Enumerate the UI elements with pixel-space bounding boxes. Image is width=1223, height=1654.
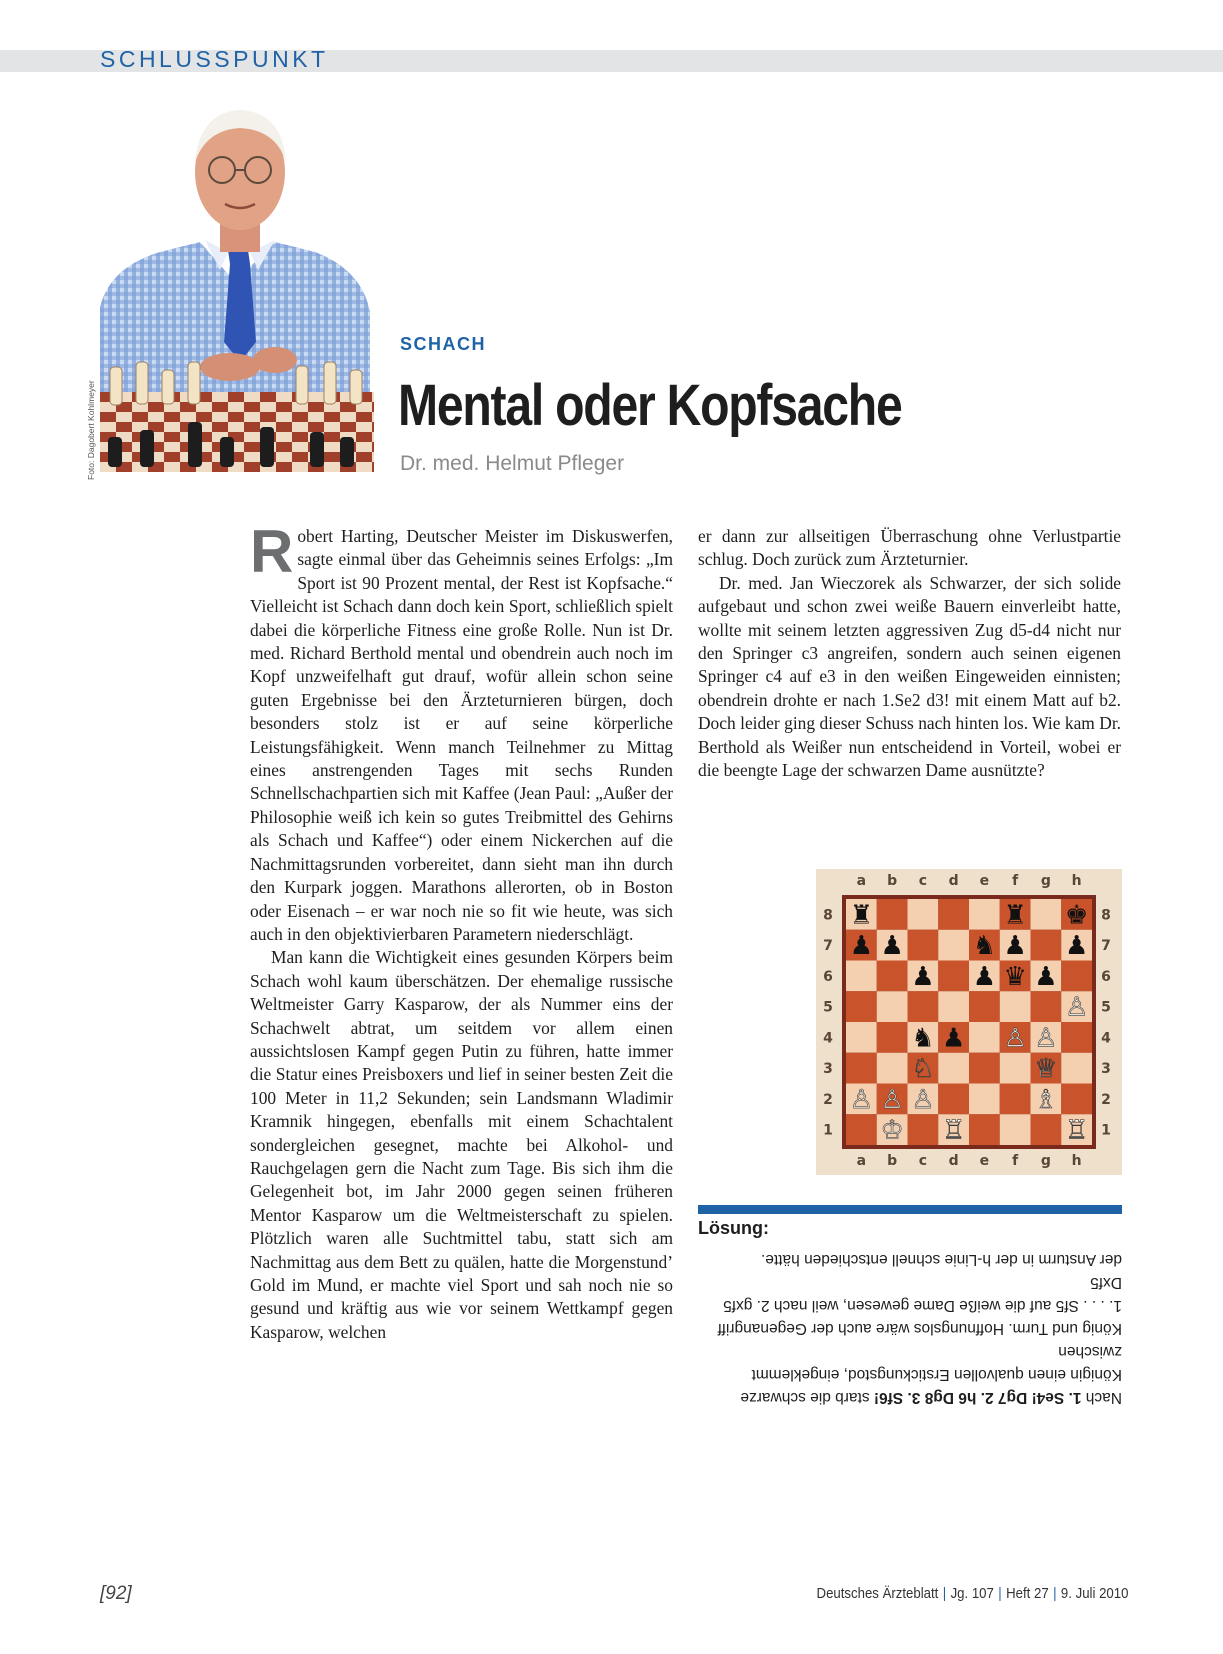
board-square: [908, 899, 939, 930]
chess-piece: ♕: [1034, 1054, 1058, 1085]
rank-label: 7: [823, 938, 833, 955]
board-square: [846, 991, 877, 1022]
board-square: [877, 899, 908, 930]
chess-piece: ♞: [972, 931, 997, 962]
rank-label: 4: [1101, 1030, 1111, 1047]
paragraph: Man kann die Wichtigkeit eines gesunden Körpers beim Schach wohl kaum überschätzen. Der ehemalige russische Weltmeister Garry Kasparow, der als Nummer eins der Schachwelt abtrat, um seitdem vor allem einen aussichtslosen Kampf gegen Putin zu führen, hatte immer die Statur eines Preisboxers und lief in seiner besten Zeit die 100 Meter in 11,2 Sekunden; sein Landsmann Wladimir Kramnik hingegen, ebenfalls mit einem Schachtalent sondergleichen gesegnet, machte bei Alkohol- und Rauchgelagen gern die Nacht zum Tage. Bis sich ihm die Gelegenheit bot, im Jahr 2000 gegen seinen früheren Mentor Kasparow um die Weltmeisterschaft zu spielen. Plötzlich waren alle Suchtmittel tabu, statt sich am Nachmittag aus dem Bett zu quälen, hatte die Morgenstund’ Gold im Mund, er machte viel Sport und sah noch nie so gesund und kräftig aus wie vor seinem Wettkampf gegen Kasparow, welchen: [250, 947, 673, 1342]
journal-footer: Deutsches Ärzteblatt | Jg. 107 | Heft 27 | 9. Juli 2010: [816, 1585, 1128, 1602]
chess-piece: ♗: [1034, 1084, 1058, 1115]
board-square: [1031, 1114, 1062, 1145]
board-square: [846, 1053, 877, 1084]
article-title: Mental oder Kopfsache: [398, 373, 902, 438]
photo-credit: Foto: Dagobert Kohlmeyer: [86, 380, 96, 480]
board-square: [1061, 1084, 1092, 1115]
board-square: [969, 1114, 1000, 1145]
paragraph: er dann zur allseitigen Überraschung ohne Verlustpartie schlug. Doch zurück zum Ärzteturnier.: [698, 526, 1121, 570]
journal-volume: Jg. 107: [950, 1585, 994, 1602]
chess-piece: ♜: [1003, 900, 1027, 931]
file-label: h: [1071, 1153, 1082, 1169]
article-column-2: [698, 525, 1121, 782]
board-square: [1061, 1022, 1092, 1053]
page-number: [92]: [100, 1583, 132, 1604]
solution-moves: 1. Se4! Dg7 2. h6 Dg8 3. Sf6!: [873, 1389, 1082, 1406]
board-square: [846, 1022, 877, 1053]
chess-piece: ♛: [1003, 961, 1027, 992]
solution-text-inverted: [698, 1248, 1122, 1409]
file-label: h: [1071, 873, 1082, 889]
rank-label: 1: [823, 1122, 833, 1139]
file-label: f: [1012, 1153, 1019, 1169]
board-square: [877, 1053, 908, 1084]
file-label: f: [1012, 873, 1019, 889]
board-square: [969, 1053, 1000, 1084]
file-label: b: [887, 1153, 898, 1169]
paragraph-text: obert Harting, Deutscher Meister im Diskuswerfen, sagte einmal über das Geheimnis seines Erfolgs: „Im Sport ist 90 Prozent mental, der Rest ist Kopfsache.“ Vielleicht ist Schach dann doch kein Sport, schließlich spielt dabei die körperliche Fitness eine große Rolle. Nun ist Dr. med. Richard Berthold mental und obendrein auch noch im Kopf unzweifelhaft gut drauf, wofür allein schon seine guten Ergebnisse bei den Ärzteturnieren bürgen, doch besonders stolz ist er auf seine körperliche Leistungsfähigkeit. Wenn manch Teilnehmer zu Mittag eines anstrengenden Tages mit sechs Runden Schnellschachpartien sich mit Kaffee (Jean Paul: „Außer der Philosophie weiß ich kein so gutes Treibmittel des Gehirns als Schach und Kaffee“) oder einem Nickerchen auf die Nachmittagsrunden vorbereitet, dann sieht man ihn durch den Kurpark joggen. Marathons allerorten, ob in Boston oder Eisenach – er war noch nie so fit wie heute, was sich auch in den objektivierbaren Parametern niederschlägt.: [250, 526, 673, 944]
solution-title: Lösung:: [698, 1218, 769, 1238]
chess-board: [816, 869, 1122, 1175]
section-label: SCHLUSSPUNKT: [100, 46, 329, 72]
board-square: [1031, 991, 1062, 1022]
board-square: [938, 1084, 969, 1115]
chess-piece: ♖: [941, 1115, 966, 1146]
chess-piece: ♞: [911, 1023, 935, 1054]
chess-piece: ♟: [1003, 931, 1027, 962]
board-square: [908, 1114, 939, 1145]
paragraph: Dr. med. Jan Wieczorek als Schwarzer, der sich solide aufgebaut und schon zwei weiße Bauern einverleibt hatte, wollte mit seinem letzten aggressiven Zug d5-d4 nicht nur den Springer c3 angreifen, sondern auch seinen eigenen Springer c4 auf e3 in den weißen Eingeweiden einnisten; obendrein drohte er nach 1.Se2 d3! mit einem Matt auf b2. Doch leider ging dieser Schuss nach hinten los. Wie kam Dr. Berthold als Weißer nun entscheidend in Vorteil, wobei er die beengte Lage der schwarzen Dame ausnützte?: [698, 572, 1121, 781]
file-label: a: [856, 1153, 867, 1169]
board-square: [877, 961, 908, 992]
journal-name: Deutsches Ärzteblatt: [816, 1585, 938, 1602]
solution-bar: [698, 1205, 1122, 1214]
rank-label: 1: [1101, 1122, 1111, 1139]
chess-diagram: [816, 869, 1122, 1175]
rank-label: 5: [1101, 999, 1111, 1016]
board-square: [938, 961, 969, 992]
board-square: [1000, 1084, 1031, 1115]
solution-line: König und Turm. Hoffnungslos wäre auch der Gegenangriff: [717, 1320, 1122, 1337]
rank-label: 3: [1101, 1061, 1111, 1078]
file-label: d: [948, 1153, 959, 1169]
chess-piece: ♙: [1003, 1023, 1027, 1054]
file-label: g: [1040, 1153, 1051, 1169]
chess-piece: ♙: [1064, 992, 1089, 1023]
rank-label: 8: [1101, 907, 1111, 924]
chess-piece: ♟: [1064, 931, 1089, 962]
rank-label: 3: [823, 1061, 833, 1078]
file-label: b: [887, 873, 898, 889]
chess-piece: ♔: [880, 1115, 904, 1146]
board-square: [969, 899, 1000, 930]
board-square: [1000, 991, 1031, 1022]
board-square: [908, 991, 939, 1022]
file-label: c: [918, 1153, 928, 1169]
rank-label: 5: [823, 999, 833, 1016]
board-square: [1000, 1114, 1031, 1145]
solution-line: Nach 1. Se4! Dg7 2. h6 Dg8 3. Sf6! starb die schwarze: [740, 1389, 1122, 1406]
solution-line: der Ansturm in der h-Linie schnell entschieden hätte.: [760, 1251, 1122, 1268]
board-square: [969, 991, 1000, 1022]
article-kicker: SCHACH: [400, 334, 487, 354]
board-square: [969, 1022, 1000, 1053]
file-label: e: [979, 873, 990, 889]
author-photo: [100, 92, 374, 472]
chess-piece: ♟: [941, 1023, 966, 1054]
board-square: [908, 930, 939, 961]
chess-piece: ♟: [880, 931, 904, 962]
board-square: [877, 1022, 908, 1053]
rank-label: 2: [1101, 1091, 1111, 1108]
board-square: [1031, 930, 1062, 961]
board-square: [938, 930, 969, 961]
chess-piece: ♟: [911, 961, 935, 992]
solution-line: 1. . . . Sf5 auf die weiße Dame gewesen, weil nach 2. gxf5 Dxf5: [723, 1274, 1122, 1314]
chess-piece: ♟: [972, 961, 997, 992]
board-square: [938, 899, 969, 930]
paragraph: [250, 518, 673, 946]
board-square: [846, 961, 877, 992]
chess-piece: ♖: [1064, 1115, 1089, 1146]
file-label: a: [856, 873, 867, 889]
drop-cap: R: [250, 518, 294, 585]
chess-piece: ♙: [1034, 1023, 1058, 1054]
portrait-photo-icon: [100, 92, 374, 472]
file-label: g: [1040, 873, 1051, 889]
journal-issue: Heft 27: [1005, 1585, 1049, 1602]
file-label: d: [948, 873, 959, 889]
solution-line: Königin einen qualvollen Erstickungstod, eingeklemmt zwischen: [751, 1343, 1122, 1383]
rank-label: 2: [823, 1091, 833, 1108]
board-square: [1061, 1053, 1092, 1084]
board-square: [877, 991, 908, 1022]
chess-piece: ♙: [880, 1084, 904, 1115]
article-column-1: [250, 518, 673, 1344]
file-label: e: [979, 1153, 990, 1169]
rank-label: 7: [1101, 938, 1111, 955]
board-square: [846, 1114, 877, 1145]
article-author: Dr. med. Helmut Pfleger: [400, 452, 625, 475]
board-square: [1031, 899, 1062, 930]
chess-piece: ♘: [911, 1054, 935, 1085]
journal-date: 9. Juli 2010: [1060, 1585, 1128, 1602]
chess-piece: ♟: [849, 931, 874, 962]
rank-label: 4: [823, 1030, 833, 1047]
chess-piece: ♙: [911, 1084, 935, 1115]
chess-piece: ♜: [849, 900, 874, 931]
rank-label: 6: [1101, 968, 1111, 985]
rank-label: 6: [823, 968, 833, 985]
board-square: [1000, 1053, 1031, 1084]
board-square: [969, 1084, 1000, 1115]
board-square: [1061, 961, 1092, 992]
rank-label: 8: [823, 907, 833, 924]
board-square: [938, 991, 969, 1022]
file-label: c: [918, 873, 928, 889]
board-square: [938, 1053, 969, 1084]
chess-piece: ♙: [849, 1084, 874, 1115]
chess-piece: ♚: [1064, 900, 1089, 931]
chess-piece: ♟: [1034, 961, 1058, 992]
